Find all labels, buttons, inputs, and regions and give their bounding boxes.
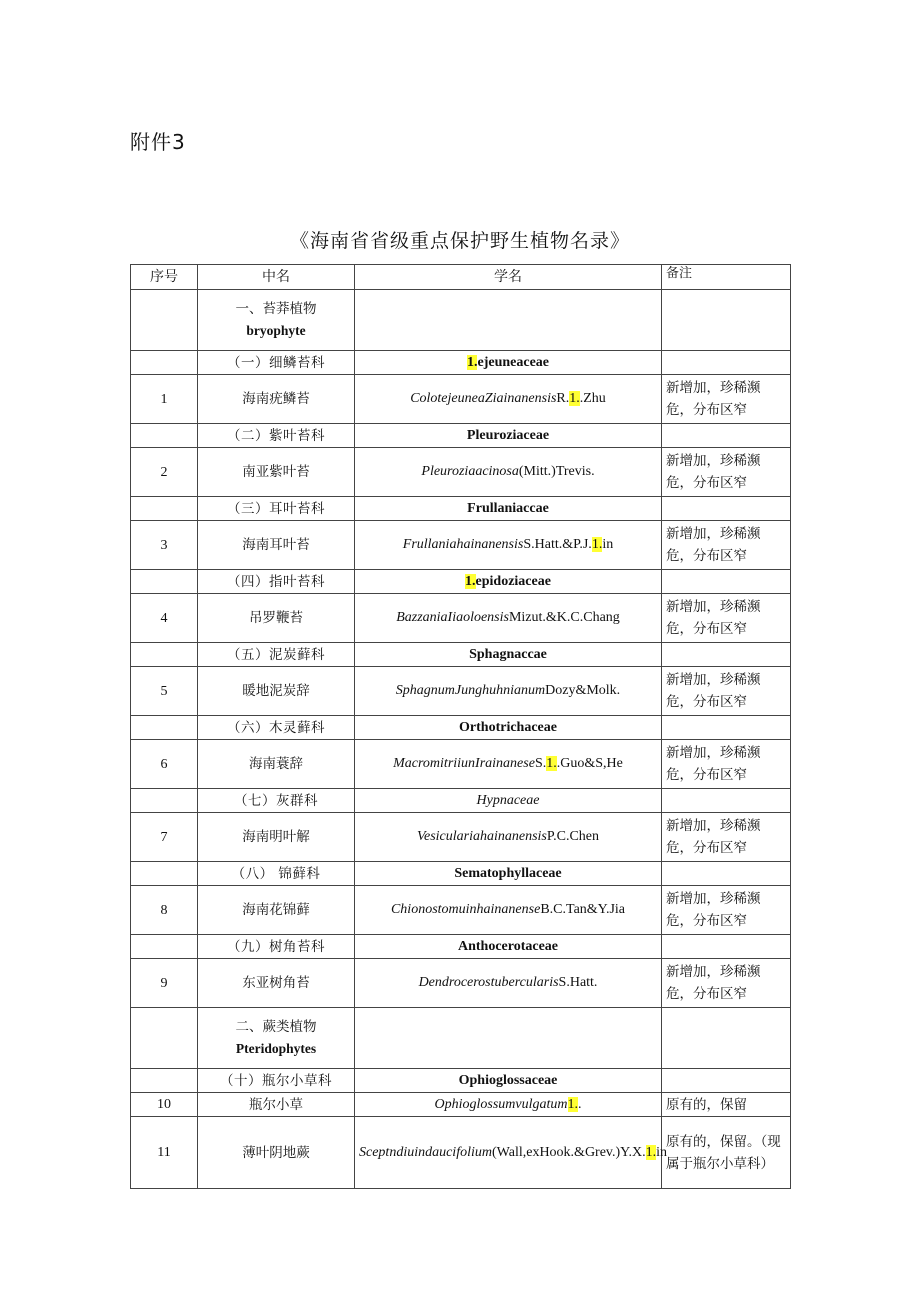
family-sci-text: Orthotrichaceae: [459, 720, 557, 735]
row-no-cell: [131, 886, 198, 935]
species-name-cn: 瓶尔小草: [249, 1096, 303, 1113]
row-no-cell: [131, 740, 198, 789]
family-name-sci: [454, 866, 561, 881]
row-number: 4: [160, 610, 168, 626]
family-row: [131, 1069, 791, 1093]
species-sci-cell: [355, 594, 662, 643]
row-no-cell: [131, 643, 198, 667]
family-cn-cell: [198, 1069, 355, 1093]
highlighted-text: 1.: [591, 537, 603, 552]
plant-list-table: [130, 264, 791, 1189]
species-note-cell: [662, 667, 791, 716]
family-name-sci: [467, 501, 549, 516]
species-sci-author-tail: in: [602, 537, 614, 552]
species-row: [131, 740, 791, 789]
family-sci-cell: [355, 570, 662, 594]
row-number: 11: [157, 1145, 171, 1160]
species-sci-author: Mizut.&K.C.Chang: [508, 610, 620, 625]
species-sci-italic: Pleuroziaacinosa: [421, 464, 519, 479]
species-sci-cell: [355, 1093, 662, 1117]
section-name-cn: 二、蕨类植物: [235, 1019, 317, 1035]
family-name-sci: [459, 1073, 558, 1088]
header-cn: 中名: [198, 265, 355, 290]
species-note: 新增加，珍稀濒危，分布区窄: [666, 745, 761, 783]
row-number: 5: [160, 683, 168, 699]
family-name-cn: （十）瓶尔小草科: [220, 1072, 332, 1089]
family-sci-text: Pleuroziaceae: [466, 428, 550, 443]
species-sci-author: S.: [534, 756, 547, 771]
family-sci-cell: [355, 716, 662, 740]
family-cn-cell: [198, 570, 355, 594]
species-note: 新增加，珍稀濒危，分布区窄: [666, 599, 761, 637]
species-sci-cell: [355, 959, 662, 1008]
species-note-cell: [662, 1093, 791, 1117]
species-sci-author: (Wall,exHook.&Grev.)Y.X.: [491, 1144, 646, 1160]
species-note-cell: [662, 886, 791, 935]
species-cn-cell: [198, 886, 355, 935]
row-number: 8: [160, 902, 168, 918]
highlighted-text: 1.: [466, 355, 478, 370]
family-sci-cell: [355, 1069, 662, 1093]
header-no: 序号: [131, 265, 198, 290]
species-note-cell: [662, 740, 791, 789]
row-number: 6: [160, 756, 168, 772]
family-sci-cell: [355, 862, 662, 886]
note-cell: [662, 497, 791, 521]
family-sci-text: Hypnaceae: [476, 793, 540, 808]
note-cell: [662, 862, 791, 886]
row-number: 2: [160, 464, 168, 480]
family-row: [131, 351, 791, 375]
family-sci-text: epidoziaceae: [475, 574, 551, 589]
species-row: [131, 813, 791, 862]
species-sci-italic: Dendrocerostubercularis: [418, 975, 559, 990]
family-sci-text: ejeuneaceae: [477, 355, 550, 370]
row-no-cell: [131, 521, 198, 570]
species-row: [131, 886, 791, 935]
species-sci-author: (Mitt.)Trevis.: [518, 464, 595, 479]
species-note-cell: [662, 594, 791, 643]
row-no-cell: [131, 1117, 198, 1189]
family-cn-cell: [198, 862, 355, 886]
species-row: [131, 1117, 791, 1189]
highlighted-text: 1.: [567, 1096, 578, 1112]
family-cn-cell: [198, 716, 355, 740]
row-no-cell: [131, 789, 198, 813]
family-row: [131, 570, 791, 594]
family-name-cn: （五）泥炭藓科: [227, 646, 325, 663]
species-name-cn: 海南蓑辞: [249, 756, 303, 772]
highlighted-text: 1.: [546, 756, 557, 771]
note-cell: [662, 351, 791, 375]
family-sci-cell: [355, 789, 662, 813]
family-cn-cell: [198, 424, 355, 448]
species-note-cell: [662, 521, 791, 570]
species-note: 新增加，珍稀濒危，分布区窄: [666, 380, 761, 418]
species-name-cn: 吊罗鞭苔: [249, 610, 303, 626]
row-no-cell: [131, 716, 198, 740]
section-row: [131, 1008, 791, 1069]
species-note: 原有的，保留。（现属于瓶尔小草科）: [666, 1133, 781, 1172]
species-note: 新增加，珍稀濒危，分布区窄: [666, 672, 761, 710]
section-name-cell: [198, 1008, 355, 1069]
family-name-sci: [458, 939, 558, 954]
highlighted-text: 1.: [569, 391, 580, 406]
highlighted-text: 1.: [465, 574, 476, 589]
species-cn-cell: [198, 375, 355, 424]
family-sci-cell: [355, 935, 662, 959]
species-note: 原有的，保留: [666, 1096, 747, 1113]
species-note-cell: [662, 448, 791, 497]
section-name-cell: [198, 290, 355, 351]
species-name-cn: 海南耳叶苔: [242, 537, 310, 553]
family-sci-cell: [355, 643, 662, 667]
family-name-cn: （三）耳叶苔科: [227, 500, 325, 517]
species-note-cell: [662, 1117, 791, 1189]
family-sci-text: Frullaniaccae: [467, 501, 549, 516]
species-note: 新增加，珍稀濒危，分布区窄: [666, 964, 761, 1002]
species-name-cn: 海南疣鳞苔: [242, 391, 310, 407]
family-sci-text: Sphagnaccae: [469, 647, 547, 662]
species-sci-cell: [355, 740, 662, 789]
note-cell: [662, 424, 791, 448]
row-no-cell: [131, 424, 198, 448]
species-sci-italic: BazzaniaIiaoloensis: [396, 610, 509, 625]
row-number: 3: [160, 537, 168, 553]
species-cn-cell: [198, 959, 355, 1008]
species-sci-italic: Frullaniahainanensis: [402, 537, 524, 552]
species-sci-author-tail: in: [656, 1144, 667, 1160]
row-no-cell: [131, 813, 198, 862]
species-note: 新增加，珍稀濒危，分布区窄: [666, 818, 761, 856]
family-name-sci: [459, 720, 557, 735]
species-name-cn: 东亚树角苔: [242, 975, 310, 991]
header-sci: 学名: [355, 265, 662, 290]
species-sci-author-tail: .Zhu: [579, 391, 606, 406]
species-row: [131, 521, 791, 570]
family-cn-cell: [198, 789, 355, 813]
family-sci-cell: [355, 497, 662, 521]
family-row: [131, 424, 791, 448]
row-number: 1: [160, 391, 168, 407]
row-no-cell: [131, 497, 198, 521]
species-note-cell: [662, 959, 791, 1008]
species-name-cn: 暖地泥炭辞: [242, 683, 310, 699]
species-row: [131, 375, 791, 424]
section-name-en: Pteridophytes: [235, 1041, 317, 1056]
row-no-cell: [131, 667, 198, 716]
species-sci-italic: ColotejeuneaZiainanensis: [410, 391, 557, 406]
section-name-en: bryophyte: [246, 323, 306, 338]
document-title: 《海南省省级重点保护野生植物名录》: [289, 230, 630, 252]
family-row: [131, 497, 791, 521]
section-row: [131, 290, 791, 351]
header-note: 备注: [662, 265, 791, 290]
row-number: 7: [160, 829, 168, 845]
family-name-cn: （一）细鳞苔科: [227, 354, 325, 371]
family-name-cn: （二）紫叶苔科: [227, 427, 325, 444]
family-name-cn: （四）指叶苔科: [227, 573, 325, 590]
species-sci-author: S.Hatt.&P.J.: [523, 537, 592, 552]
row-number: 9: [160, 975, 168, 991]
family-name-sci: [469, 647, 547, 662]
family-cn-cell: [198, 935, 355, 959]
family-sci-text: Sematophyllaceae: [454, 866, 562, 881]
species-sci-italic: SphagnumJunghuhnianum: [395, 683, 546, 698]
note-cell: [662, 1069, 791, 1093]
row-no-cell: [131, 448, 198, 497]
family-row: [131, 935, 791, 959]
species-cn-cell: [198, 740, 355, 789]
row-no-cell: [131, 375, 198, 424]
row-no-cell: [131, 935, 198, 959]
note-cell: [662, 290, 791, 351]
species-sci-cell: [355, 886, 662, 935]
family-row: [131, 643, 791, 667]
species-sci-author: B.C.Tan&Y.Jia: [540, 902, 626, 917]
note-cell: [662, 1008, 791, 1069]
species-note-cell: [662, 813, 791, 862]
species-sci-cell: [355, 667, 662, 716]
note-cell: [662, 643, 791, 667]
species-row: [131, 594, 791, 643]
species-note-cell: [662, 375, 791, 424]
family-name-cn: （九）树角苔科: [227, 938, 325, 955]
species-note: 新增加，珍稀濒危，分布区窄: [666, 526, 761, 564]
species-row: [131, 448, 791, 497]
table-body: [131, 290, 791, 1189]
family-sci-text: Ophioglossaceae: [458, 1073, 558, 1088]
species-sci-author: S.Hatt.: [558, 975, 598, 990]
row-no-cell: [131, 1093, 198, 1117]
species-name-cn: 南亚紫叶苔: [242, 464, 310, 480]
family-name-sci: [465, 574, 551, 589]
row-no-cell: [131, 594, 198, 643]
species-row: [131, 667, 791, 716]
species-sci-italic: MacromitriiunIrainanese: [393, 756, 535, 771]
note-cell: [662, 789, 791, 813]
family-sci-cell: [355, 351, 662, 375]
row-no-cell: [131, 290, 198, 351]
species-sci-italic: Vesiculariahainanensis: [416, 829, 547, 844]
species-cn-cell: [198, 448, 355, 497]
family-row: [131, 862, 791, 886]
species-note: 新增加，珍稀濒危，分布区窄: [666, 891, 761, 929]
species-cn-cell: [198, 1093, 355, 1117]
row-no-cell: [131, 862, 198, 886]
family-row: [131, 789, 791, 813]
family-name-sci: [477, 793, 540, 808]
family-sci-text: Anthocerotaceae: [457, 939, 559, 954]
family-name-sci: [467, 355, 549, 370]
species-sci-italic: Sceptndiuindaucifolium: [359, 1144, 492, 1160]
species-cn-cell: [198, 1117, 355, 1189]
species-sci-cell: [355, 521, 662, 570]
family-name-cn: （七）灰群科: [234, 792, 318, 809]
row-no-cell: [131, 1008, 198, 1069]
row-no-cell: [131, 351, 198, 375]
family-name-cn: （六）木灵藓科: [227, 719, 325, 736]
species-sci-cell: [355, 813, 662, 862]
species-sci-author: P.C.Chen: [546, 829, 599, 844]
attachment-label: 附件3: [130, 130, 186, 154]
sci-name-cell: [355, 1008, 662, 1069]
species-cn-cell: [198, 521, 355, 570]
note-cell: [662, 570, 791, 594]
family-name-cn: （八） 锦藓科: [231, 865, 321, 882]
species-sci-italic: Ophioglossumvulgatum: [434, 1096, 568, 1112]
family-name-sci: [467, 428, 549, 443]
family-cn-cell: [198, 497, 355, 521]
species-row: [131, 959, 791, 1008]
family-cn-cell: [198, 643, 355, 667]
species-sci-italic: Chionostomuinhainanense: [390, 902, 541, 917]
table-header-row: [131, 265, 791, 290]
species-name-cn: 海南明叶解: [242, 829, 310, 845]
species-sci-author: R.: [556, 391, 570, 406]
species-name-cn: 海南花锦藓: [242, 902, 310, 918]
species-sci-author: Dozy&Molk.: [545, 683, 621, 698]
species-note: 新增加，珍稀濒危，分布区窄: [666, 453, 761, 491]
row-no-cell: [131, 570, 198, 594]
row-no-cell: [131, 959, 198, 1008]
row-number: 10: [157, 1097, 171, 1112]
species-cn-cell: [198, 594, 355, 643]
note-cell: [662, 935, 791, 959]
species-sci-author-tail: .: [578, 1096, 582, 1112]
note-cell: [662, 716, 791, 740]
species-cn-cell: [198, 813, 355, 862]
species-sci-cell: [355, 1117, 667, 1189]
family-sci-cell: [355, 424, 662, 448]
highlighted-text: 1.: [645, 1144, 657, 1160]
row-no-cell: [131, 1069, 198, 1093]
species-sci-cell: [355, 375, 662, 424]
species-name-cn: 薄叶阴地蕨: [242, 1144, 310, 1161]
species-row: [131, 1093, 791, 1117]
species-sci-author-tail: .Guo&S,He: [556, 756, 623, 771]
section-name-cn: 一、苔莽植物: [235, 301, 317, 317]
family-row: [131, 716, 791, 740]
family-cn-cell: [198, 351, 355, 375]
species-sci-cell: [355, 448, 662, 497]
species-cn-cell: [198, 667, 355, 716]
sci-name-cell: [355, 290, 662, 351]
